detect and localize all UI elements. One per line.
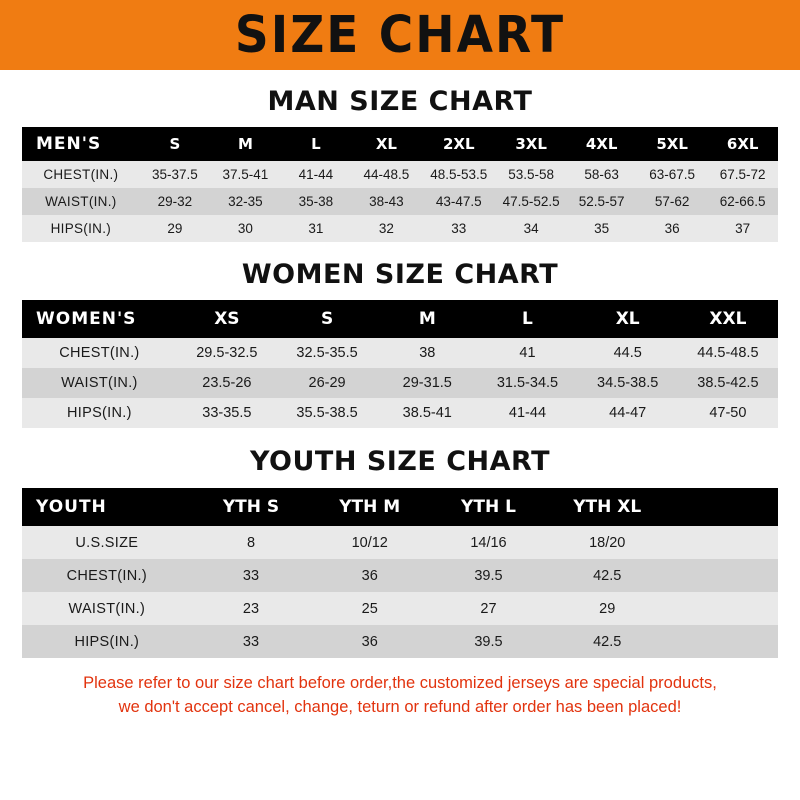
table-man-size <box>22 127 778 242</box>
header-cell-s: S <box>169 135 181 153</box>
cell: 23 <box>192 592 311 625</box>
cell: 58-63 <box>566 161 637 188</box>
table-women-size <box>22 300 778 428</box>
cell: 48.5-53.5 <box>422 161 496 188</box>
cell: 62-66.5 <box>707 188 778 215</box>
cell: 32.5-35.5 <box>277 338 377 368</box>
notice-line-1: Please refer to our size chart before order,the customized jerseys are special products, <box>83 674 717 692</box>
row-label-waist: WAIST(IN.) <box>22 592 192 625</box>
cell: 41-44 <box>477 398 577 428</box>
cell: 31.5-34.5 <box>477 368 577 398</box>
header-cell-xxl: XXL <box>709 309 747 329</box>
table-row <box>22 368 778 398</box>
cell: 33 <box>422 215 496 242</box>
cell: 53.5-58 <box>496 161 567 188</box>
cell: 38-43 <box>351 188 422 215</box>
cell: 36 <box>310 625 429 658</box>
cell: 37.5-41 <box>210 161 281 188</box>
cell: 57-62 <box>637 188 708 215</box>
cell: 33-35.5 <box>177 398 277 428</box>
table-row <box>22 161 778 188</box>
cell: 8 <box>192 526 311 559</box>
cell: 33 <box>192 559 311 592</box>
cell: 38 <box>377 338 477 368</box>
cell: 43-47.5 <box>422 188 496 215</box>
cell: 35-37.5 <box>140 161 211 188</box>
header-banner <box>0 0 800 70</box>
cell: 29-31.5 <box>377 368 477 398</box>
header-cell-l: L <box>522 309 533 329</box>
cell: 41 <box>477 338 577 368</box>
section-title-youth: YOUTH SIZE CHART <box>249 446 551 477</box>
cell <box>667 559 778 592</box>
table-row <box>22 526 778 559</box>
section-man <box>22 86 778 242</box>
cell <box>667 625 778 658</box>
header-cell-yth-l: YTH L <box>461 497 516 517</box>
cell: 32 <box>351 215 422 242</box>
cell <box>667 526 778 559</box>
cell: 36 <box>310 559 429 592</box>
cell: 34.5-38.5 <box>578 368 678 398</box>
header-cell-xl: XL <box>375 135 397 153</box>
section-women <box>22 259 778 428</box>
cell: 47-50 <box>678 398 778 428</box>
cell: 52.5-57 <box>566 188 637 215</box>
row-label-chest: CHEST(IN.) <box>22 559 192 592</box>
cell: 14/16 <box>429 526 548 559</box>
cell: 67.5-72 <box>707 161 778 188</box>
cell: 10/12 <box>310 526 429 559</box>
cell <box>667 592 778 625</box>
header-cell-3xl: 3XL <box>515 135 547 153</box>
cell: 44.5 <box>578 338 678 368</box>
row-label-hips: HIPS(IN.) <box>22 625 192 658</box>
row-label-us-size: U.S.SIZE <box>22 526 192 559</box>
cell: 44.5-48.5 <box>678 338 778 368</box>
header-cell-yth-m: YTH M <box>339 497 401 517</box>
cell: 47.5-52.5 <box>496 188 567 215</box>
cell: 33 <box>192 625 311 658</box>
section-youth <box>22 446 778 658</box>
page-title: SIZE CHART <box>234 5 566 65</box>
table-row <box>22 559 778 592</box>
order-notice <box>22 672 778 720</box>
table-row <box>22 188 778 215</box>
cell: 63-67.5 <box>637 161 708 188</box>
section-title-man: MAN SIZE CHART <box>267 86 533 117</box>
header-cell-2xl: 2XL <box>442 135 475 153</box>
cell: 39.5 <box>429 559 548 592</box>
chart-content <box>0 70 800 800</box>
row-label-hips: HIPS(IN.) <box>22 215 140 242</box>
cell: 42.5 <box>548 625 667 658</box>
cell: 35-38 <box>281 188 352 215</box>
cell: 29 <box>140 215 211 242</box>
section-title-women: WOMEN SIZE CHART <box>241 259 559 290</box>
header-cell-xl: XL <box>615 309 640 329</box>
header-cell-label: WOMEN'S <box>36 309 137 329</box>
cell: 37 <box>707 215 778 242</box>
row-label-chest: CHEST(IN.) <box>22 338 177 368</box>
cell: 36 <box>637 215 708 242</box>
header-cell-m: M <box>418 309 436 329</box>
row-label-chest: CHEST(IN.) <box>22 161 140 188</box>
header-cell-yth-xl: YTH XL <box>573 497 642 517</box>
cell: 25 <box>310 592 429 625</box>
table-header-row <box>22 488 778 526</box>
cell: 27 <box>429 592 548 625</box>
cell: 32-35 <box>210 188 281 215</box>
header-cell-m: M <box>237 135 253 153</box>
row-label-waist: WAIST(IN.) <box>22 368 177 398</box>
cell: 41-44 <box>281 161 352 188</box>
row-label-waist: WAIST(IN.) <box>22 188 140 215</box>
cell: 29 <box>548 592 667 625</box>
cell: 30 <box>210 215 281 242</box>
header-cell-5xl: 5XL <box>656 135 688 153</box>
cell: 35.5-38.5 <box>277 398 377 428</box>
cell: 31 <box>281 215 352 242</box>
header-cell-s: S <box>320 309 334 329</box>
header-cell-yth-s: YTH S <box>222 497 280 517</box>
cell: 42.5 <box>548 559 667 592</box>
row-label-hips: HIPS(IN.) <box>22 398 177 428</box>
table-row <box>22 398 778 428</box>
cell: 35 <box>566 215 637 242</box>
table-header-row <box>22 300 778 338</box>
table-row <box>22 592 778 625</box>
cell: 29.5-32.5 <box>177 338 277 368</box>
header-cell-label: MEN'S <box>36 134 102 154</box>
header-cell-empty <box>667 488 778 526</box>
cell: 29-32 <box>140 188 211 215</box>
cell: 23.5-26 <box>177 368 277 398</box>
table-row <box>22 215 778 242</box>
cell: 44-48.5 <box>351 161 422 188</box>
header-cell-l: L <box>311 135 321 153</box>
table-header-row <box>22 127 778 161</box>
header-cell-label: YOUTH <box>36 497 107 517</box>
cell: 26-29 <box>277 368 377 398</box>
header-cell-6xl: 6XL <box>726 135 759 153</box>
table-row <box>22 338 778 368</box>
table-youth-size <box>22 488 778 658</box>
header-cell-4xl: 4XL <box>585 135 618 153</box>
notice-line-2: we don't accept cancel, change, teturn or refund after order has been placed! <box>118 697 682 716</box>
cell: 34 <box>496 215 567 242</box>
cell: 38.5-41 <box>377 398 477 428</box>
cell: 18/20 <box>548 526 667 559</box>
cell: 38.5-42.5 <box>678 368 778 398</box>
cell: 39.5 <box>429 625 548 658</box>
table-row <box>22 625 778 658</box>
header-cell-xs: XS <box>214 309 240 329</box>
cell: 44-47 <box>578 398 678 428</box>
